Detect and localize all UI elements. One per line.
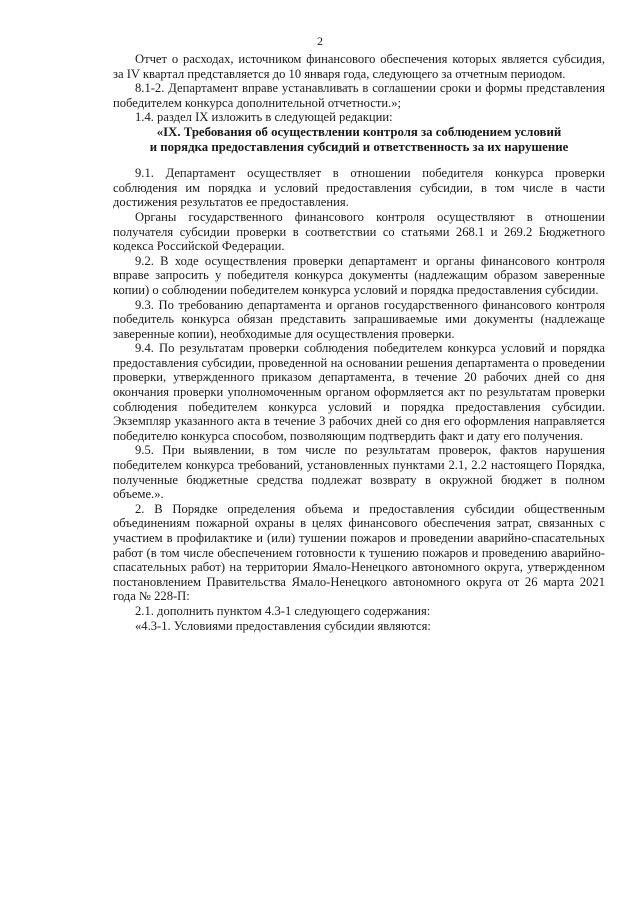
paragraph: «4.3-1. Условиями предоставления субсидии являются: — [135, 618, 431, 633]
paragraph: 9.2. В ходе осуществления проверки департамент и органы финансового контроля вправе запросить у победителя конкурса документы (надлежащим образом заверенные копии) о соблюдении победителем конкурса условий и порядка предоставления субсидии. — [113, 253, 605, 297]
paragraph: 9.3. По требованию департамента и органов государственного финансового контроля победитель конкурса обязан представить запрашиваемые ими документы (надлежаще заверенные копии), необходимые для осуществления проверки. — [113, 297, 605, 341]
paragraph: 9.1. Департамент осуществляет в отношении победителя конкурса проверки соблюдения им порядка и условий предоставления субсидии, в том числе в части достижения результатов ее предоставления. — [113, 166, 605, 210]
document-body — [113, 52, 605, 633]
section-heading-line: и порядка предоставления субсидий и ответственность за их нарушение — [149, 139, 569, 154]
paragraph: Отчет о расходах, источником финансового обеспечения которых является субсидия, за IV квартал представляется до 10 января года, следующего за отчетным периодом. — [113, 52, 605, 81]
page-number: 2 — [317, 34, 323, 48]
section-heading-line: «IX. Требования об осуществлении контроля за соблюдением условий — [156, 124, 562, 139]
paragraph: 9.5. При выявлении, в том числе по результатам проверок, фактов нарушения победителем конкурса требований, установленных пунктами 2.1, 2.2 настоящего Порядка, полученные бюджетные средства подлежат возврату в окружной бюджет в полном объеме.». — [113, 443, 605, 502]
paragraph: 2.1. дополнить пунктом 4.3-1 следующего содержания: — [135, 603, 431, 618]
paragraph: 8.1-2. Департамент вправе устанавливать в соглашении сроки и формы представления победителем конкурса дополнительной отчетности.»; — [113, 81, 605, 110]
spacer — [113, 154, 605, 166]
paragraph: 9.4. По результатам проверки соблюдения победителем конкурса условий и порядка предоставления субсидии, проведенной на основании решения департамента о проведении проверки, утвержденного приказом департамента, в течение 20 рабочих дней со дня окончания проверки уполномоченным органом оформляется акт по результатам проверки соблюдения победителем конкурса условий и порядка предоставления субсидии. Экземпляр указанного акта в течение 3 рабочих дней со дня его оформления направляется победителю конкурса способом, позволяющим подтвердить факт и дату его получения. — [113, 341, 605, 443]
paragraph: Органы государственного финансового контроля осуществляют в отношении получателя субсидии проверки в соответствии со статьями 268.1 и 269.2 Бюджетного кодекса Российской Федерации. — [113, 209, 605, 254]
paragraph: 1.4. раздел IX изложить в следующей редакции: — [135, 110, 393, 125]
paragraph: 2. В Порядке определения объема и предоставления субсидии общественным объединениям пожарной охраны в целях финансового обеспечения затрат, связанных с участием в профилактике и (или) тушении пожаров и проведении аварийно-спасательных работ (в том числе обеспечением готовности к тушению пожаров и проведению аварийно-спасательных работ) на территории Ямало-Ненецкого автономного округа, утвержденном постановлением Правительства Ямало-Ненецкого автономного округа от 26 марта 2021 года № 228-П: — [113, 501, 605, 604]
section-heading — [113, 125, 605, 154]
